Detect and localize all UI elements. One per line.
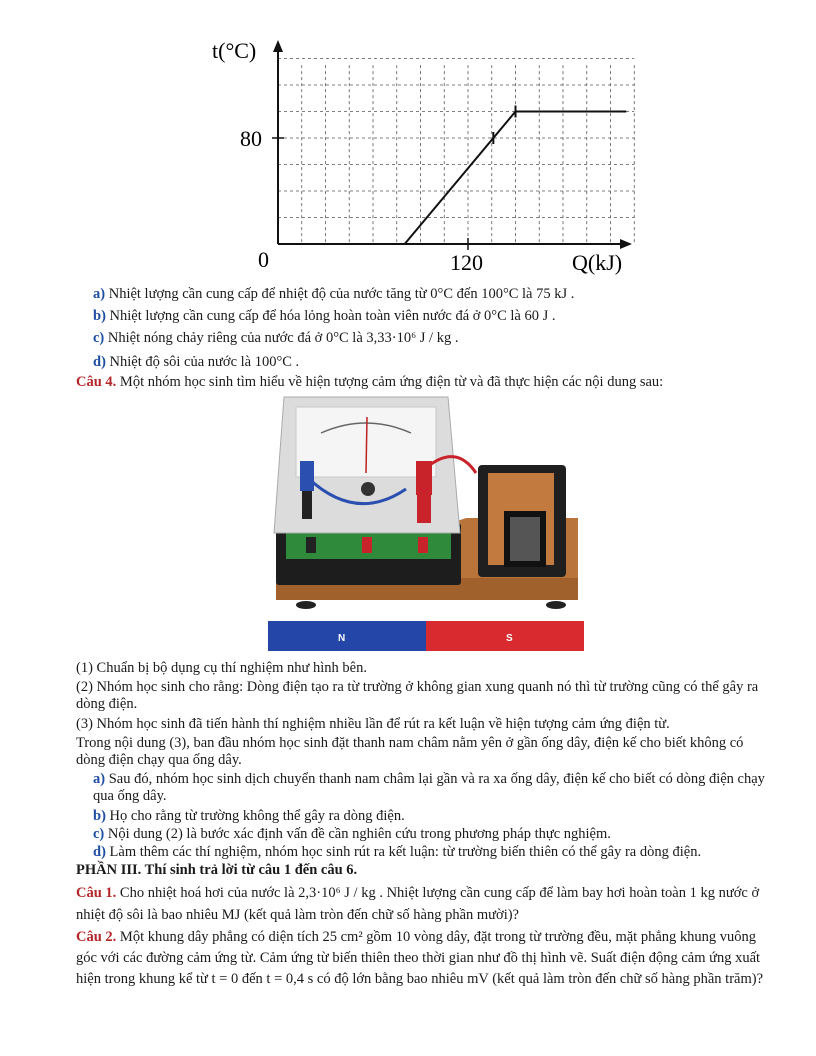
temperature-heat-graph — [200, 30, 660, 280]
magnet-south — [426, 621, 584, 651]
y-axis-arrow — [273, 40, 283, 52]
terminal-blue — [300, 461, 314, 491]
x-axis-label: Q(kJ) — [572, 250, 623, 275]
q3-option-a: a) Nhiệt lượng cần cung cấp để nhiệt độ của nước tăng từ 0°C đến 100°C là 75 kJ . — [93, 286, 575, 302]
galvanometer-needle — [366, 417, 367, 473]
q4-step3b: Trong nội dung (3), ban đầu nhóm học sinh đặt thanh nam châm nằm yên ở gần ống dây, điện kế cho biết không có dòng điện chạy qua ống dây. — [76, 735, 744, 768]
q4-step2: (2) Nhóm học sinh cho rằng: Dòng điện tạo ra từ trường ở không gian xung quanh nó thì từ trường cũng có thể gây ra dòng điện. — [76, 679, 759, 712]
magnet-n-label: N — [338, 633, 346, 644]
origin-label: 0 — [258, 247, 269, 272]
magnet-north — [268, 621, 426, 651]
q4-option-a: a) Sau đó, nhóm học sinh dịch chuyển thanh nam châm lại gần và ra xa ống dây, điện kế cho biết có dòng điện chạy qua ống dây. — [93, 771, 765, 804]
part3-q2: Câu 2. Một khung dây phẳng có diện tích 25 cm² gồm 10 vòng dây, đặt trong từ trường đều, mặt phẳng khung vuông góc với các đường cảm ứng từ. Cảm ứng từ biến thiên theo thời gian như đồ thị hình vẽ. Suất điện động cảm ứng xuất hiện trong khung kể từ t = 0 đến t = 0,4 s có độ lớn bằng bao nhiêu mV (kết quả làm tròn đến chữ số hàng phần trăm)? — [76, 929, 764, 987]
q4-step1: (1) Chuẩn bị bộ dụng cụ thí nghiệm như hình bên. — [76, 660, 367, 676]
q4-option-b: b) Họ cho rằng từ trường không thể gây ra dòng điện. — [93, 808, 405, 824]
q4-stem: Câu 4. Một nhóm học sinh tìm hiểu về hiện tượng cảm ứng điện từ và đã thực hiện các nội dung sau: — [76, 374, 664, 390]
x-tick-label: 120 — [450, 250, 483, 275]
q4-option-d: d) Làm thêm các thí nghiệm, nhóm học sinh rút ra kết luận: từ trường biến thiên có thể gây ra dòng điện. — [93, 844, 702, 860]
q4-option-c: c) Nội dung (2) là bước xác định vấn đề cần nghiên cứu trong phương pháp thực nghiệm. — [93, 826, 611, 842]
magnet-s-label: S — [506, 633, 513, 644]
q3-option-d: d) Nhiệt độ sôi của nước là 100°C . — [93, 354, 300, 370]
graph-grid — [278, 59, 634, 245]
q3-option-b: b) Nhiệt lượng cần cung cấp để hóa lỏng hoàn toàn viên nước đá ở 0°C là 60 J . — [93, 308, 556, 324]
part3-q1: Câu 1. Cho nhiệt hoá hơi của nước là 2,3·10⁶ J / kg . Nhiệt lượng cần cung cấp để làm bay hơi hoàn toàn 1 kg nước ở nhiệt độ sôi là bao nhiêu MJ (kết quả làm tròn đến chữ số hàng phần mười)? — [76, 885, 760, 923]
y-tick-label: 80 — [240, 126, 262, 151]
part3-title: PHẦN III. Thí sinh trả lời từ câu 1 đến câu 6. — [76, 862, 358, 878]
x-axis-arrow — [620, 239, 632, 249]
induction-apparatus-image — [266, 393, 596, 659]
q4-step3: (3) Nhóm học sinh đã tiến hành thí nghiệm nhiều lần để rút ra kết luận về hiện tượng cảm ứng điện từ. — [76, 716, 670, 732]
y-axis-label: t(°C) — [212, 38, 257, 63]
q3-option-c: c) Nhiệt nóng chảy riêng của nước đá ở 0°C là 3,33·10⁶ J / kg . — [93, 330, 459, 346]
